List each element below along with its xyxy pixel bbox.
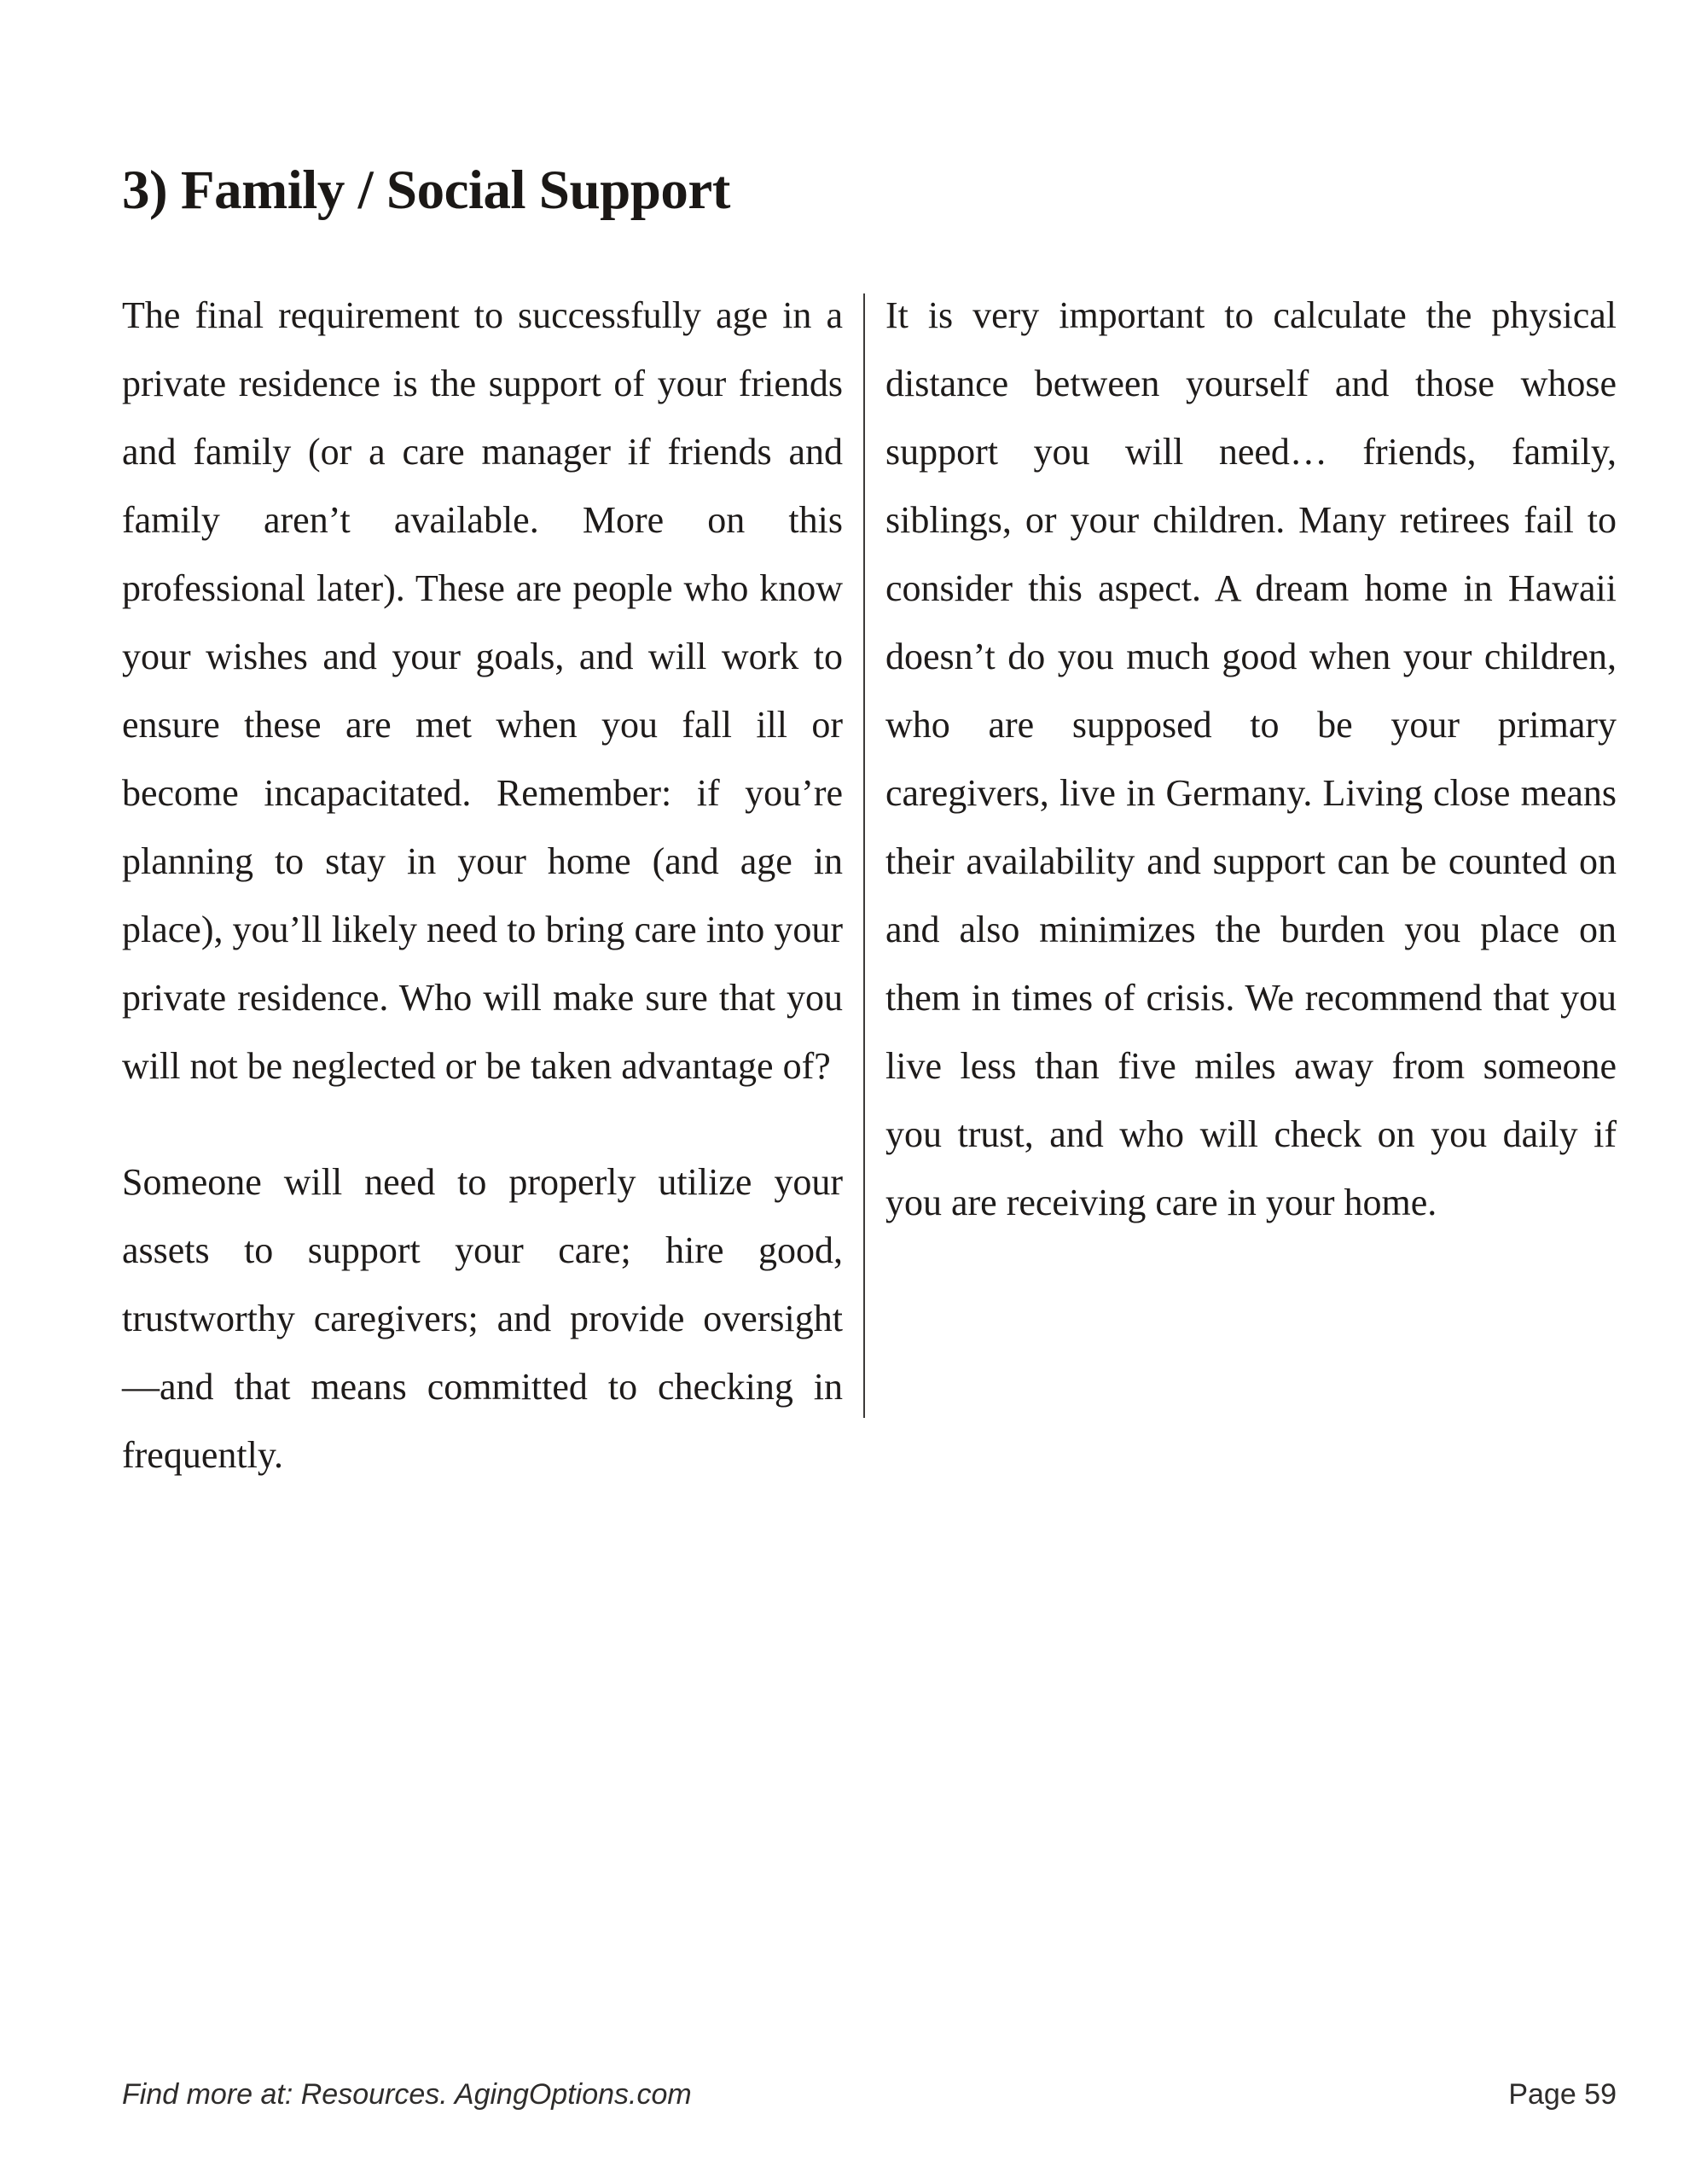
left-column-paragraph-2: Someone will need to properly utilize your assets to support your care; hire good, trustworthy caregivers; and provide oversight—and that means committed to checking in frequently.	[122, 1161, 843, 1476]
two-column-body	[122, 282, 1617, 1490]
left-column	[122, 282, 843, 1490]
column-divider-rule	[863, 293, 865, 1418]
left-column-paragraph-1: The final requirement to successfully age in a private residence is the support of your friends and family (or a care manager if friends and family aren’t available. More on this professional later). These are people who know your wishes and your goals, and will work to ensure these are met when you fall ill or become incapacitated. Remember: if you’re planning to stay in your home (and age in place), you’ll likely need to bring care into your private residence. Who will make sure that you will not be neglected or be taken advantage of?	[122, 294, 843, 1087]
column-gap	[843, 282, 885, 1490]
right-column-paragraph-1: It is very important to calculate the physical distance between yourself and those whose support you will need… friends, family, siblings, or your children. Many retirees fail to consider this aspect. A dream home in Hawaii doesn’t do you much good when your children, who are supposed to be your primary caregivers, live in Germany. Living close means their availability and support can be counted on and also minimizes the burden you place on them in times of crisis. We recommend that you live less than five miles away from someone you trust, and who will check on you daily if you are receiving care in your home.	[885, 294, 1617, 1223]
footer-resources-note: Find more at: Resources. AgingOptions.com	[122, 2078, 692, 2111]
right-column	[885, 282, 1617, 1237]
page-number: Page 59	[1508, 2078, 1617, 2111]
page-title: 3) Family / Social Support	[122, 160, 730, 221]
